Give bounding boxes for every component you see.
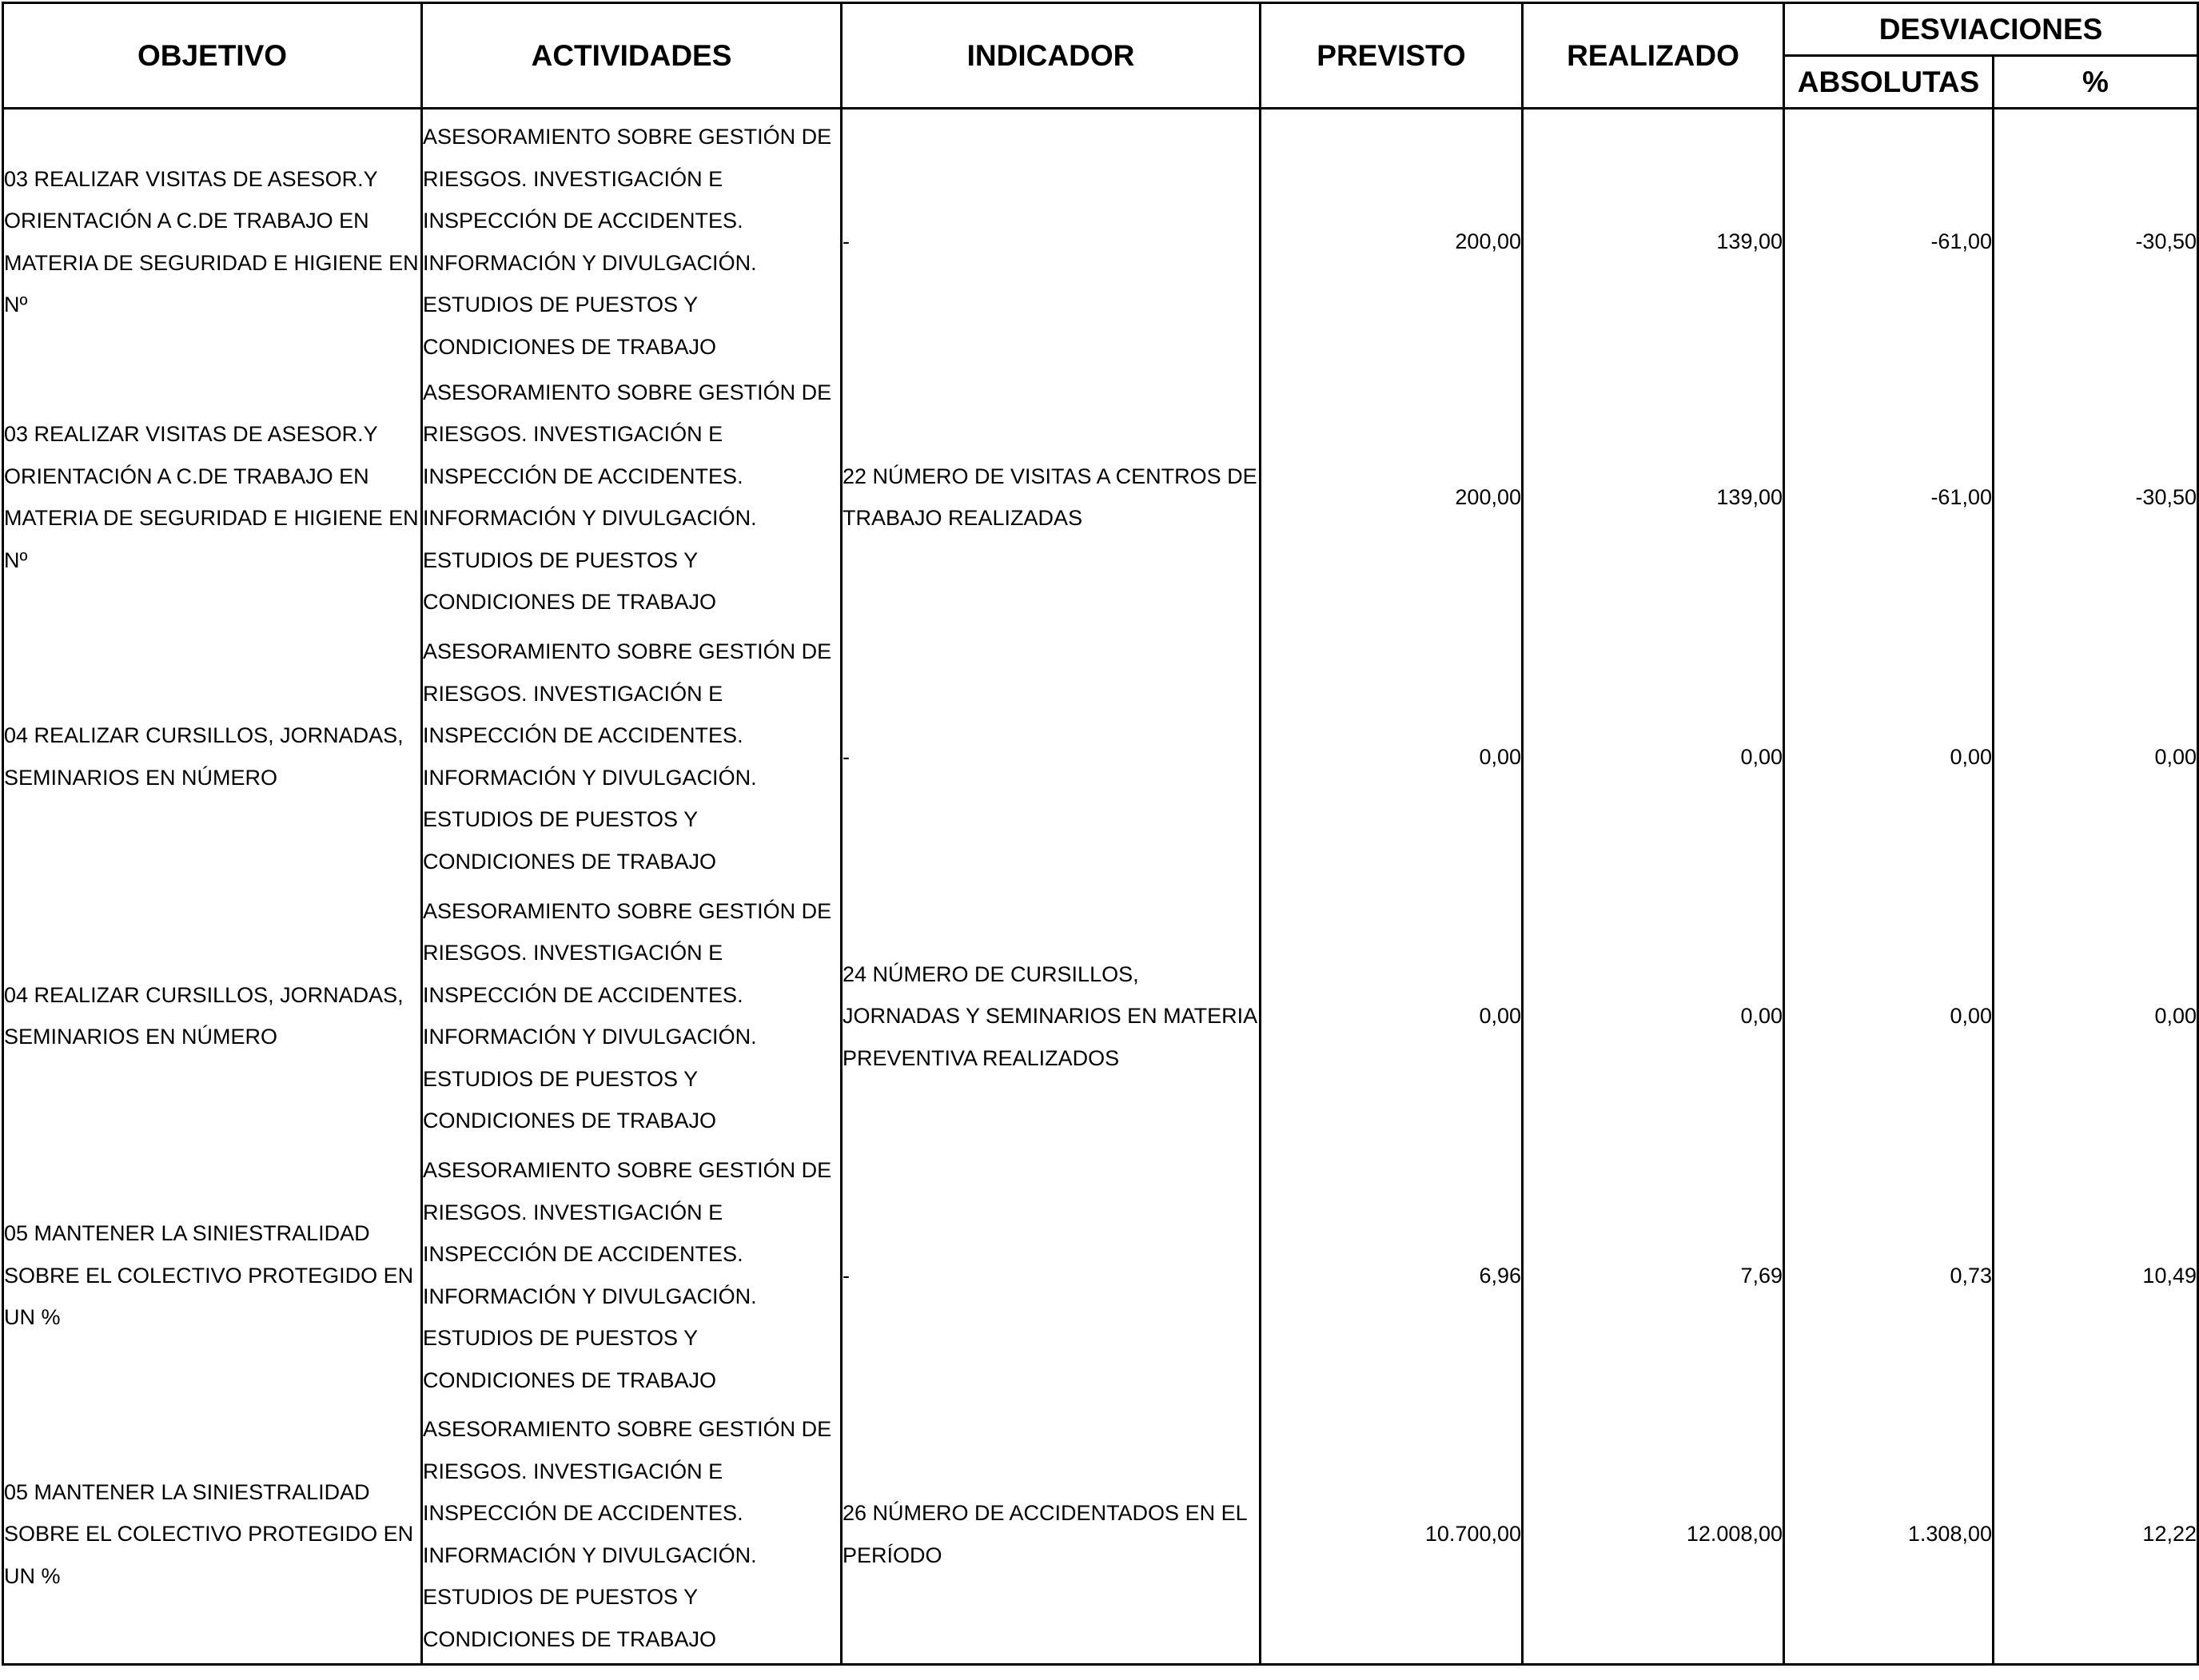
cell-indicador: 26 NÚMERO DE ACCIDENTADOS EN EL PERÍODO xyxy=(842,1405,1261,1665)
cell-porcentaje: 0,00 xyxy=(1994,627,2198,887)
cell-absolutas: 1.308,00 xyxy=(1784,1405,1994,1665)
cell-realizado: 139,00 xyxy=(1523,368,1784,627)
cell-objetivo: 04 REALIZAR CURSILLOS, JORNADAS, SEMINARIOS EN NÚMERO xyxy=(3,886,422,1146)
cell-actividades: ASESORAMIENTO SOBRE GESTIÓN DE RIESGOS. INVESTIGACIÓN E INSPECCIÓN DE ACCIDENTES. INFORMACIÓN Y DIVULGACIÓN. ESTUDIOS DE PUESTOS Y CONDICIONES DE TRABAJO xyxy=(422,368,842,627)
table-row xyxy=(3,886,2198,1146)
header-desviaciones: DESVIACIONES xyxy=(1784,3,2198,56)
cell-actividades: ASESORAMIENTO SOBRE GESTIÓN DE RIESGOS. INVESTIGACIÓN E INSPECCIÓN DE ACCIDENTES. INFORMACIÓN Y DIVULGACIÓN. ESTUDIOS DE PUESTOS Y CONDICIONES DE TRABAJO xyxy=(422,1405,842,1665)
cell-realizado: 7,69 xyxy=(1523,1146,1784,1406)
header-objetivo: OBJETIVO xyxy=(3,3,422,109)
cell-indicador: - xyxy=(842,109,1261,368)
header-realizado: REALIZADO xyxy=(1523,3,1784,109)
cell-indicador: 24 NÚMERO DE CURSILLOS, JORNADAS Y SEMINARIOS EN MATERIA PREVENTIVA REALIZADOS xyxy=(842,886,1261,1146)
table-header xyxy=(3,3,2198,109)
cell-previsto: 0,00 xyxy=(1261,627,1523,887)
cell-actividades: ASESORAMIENTO SOBRE GESTIÓN DE RIESGOS. INVESTIGACIÓN E INSPECCIÓN DE ACCIDENTES. INFORMACIÓN Y DIVULGACIÓN. ESTUDIOS DE PUESTOS Y CONDICIONES DE TRABAJO xyxy=(422,886,842,1146)
cell-absolutas: -61,00 xyxy=(1784,109,1994,368)
cell-previsto: 6,96 xyxy=(1261,1146,1523,1406)
header-porcentaje: % xyxy=(1994,56,2198,109)
cell-realizado: 0,00 xyxy=(1523,886,1784,1146)
cell-previsto: 10.700,00 xyxy=(1261,1405,1523,1665)
cell-porcentaje: 0,00 xyxy=(1994,886,2198,1146)
table-row xyxy=(3,109,2198,368)
cell-porcentaje: -30,50 xyxy=(1994,368,2198,627)
cell-actividades: ASESORAMIENTO SOBRE GESTIÓN DE RIESGOS. INVESTIGACIÓN E INSPECCIÓN DE ACCIDENTES. INFORMACIÓN Y DIVULGACIÓN. ESTUDIOS DE PUESTOS Y CONDICIONES DE TRABAJO xyxy=(422,1146,842,1406)
cell-actividades: ASESORAMIENTO SOBRE GESTIÓN DE RIESGOS. INVESTIGACIÓN E INSPECCIÓN DE ACCIDENTES. INFORMACIÓN Y DIVULGACIÓN. ESTUDIOS DE PUESTOS Y CONDICIONES DE TRABAJO xyxy=(422,627,842,887)
cell-realizado: 0,00 xyxy=(1523,627,1784,887)
cell-objetivo: 04 REALIZAR CURSILLOS, JORNADAS, SEMINARIOS EN NÚMERO xyxy=(3,627,422,887)
cell-realizado: 12.008,00 xyxy=(1523,1405,1784,1665)
cell-porcentaje: 12,22 xyxy=(1994,1405,2198,1665)
cell-objetivo: 05 MANTENER LA SINIESTRALIDAD SOBRE EL COLECTIVO PROTEGIDO EN UN % xyxy=(3,1405,422,1665)
cell-indicador: - xyxy=(842,627,1261,887)
cell-actividades: ASESORAMIENTO SOBRE GESTIÓN DE RIESGOS. INVESTIGACIÓN E INSPECCIÓN DE ACCIDENTES. INFORMACIÓN Y DIVULGACIÓN. ESTUDIOS DE PUESTOS Y CONDICIONES DE TRABAJO xyxy=(422,109,842,368)
cell-porcentaje: 10,49 xyxy=(1994,1146,2198,1406)
header-indicador: INDICADOR xyxy=(842,3,1261,109)
header-actividades: ACTIVIDADES xyxy=(422,3,842,109)
table-row xyxy=(3,368,2198,627)
cell-previsto: 200,00 xyxy=(1261,109,1523,368)
cell-realizado: 139,00 xyxy=(1523,109,1784,368)
cell-indicador: 22 NÚMERO DE VISITAS A CENTROS DE TRABAJO REALIZADAS xyxy=(842,368,1261,627)
table-row xyxy=(3,1146,2198,1406)
table-row xyxy=(3,1405,2198,1665)
cell-porcentaje: -30,50 xyxy=(1994,109,2198,368)
header-previsto: PREVISTO xyxy=(1261,3,1523,109)
cell-absolutas: 0,00 xyxy=(1784,627,1994,887)
cell-objetivo: 03 REALIZAR VISITAS DE ASESOR.Y ORIENTACIÓN A C.DE TRABAJO EN MATERIA DE SEGURIDAD E HIGIENE EN Nº xyxy=(3,368,422,627)
table-row xyxy=(3,627,2198,887)
cell-indicador: - xyxy=(842,1146,1261,1406)
cell-absolutas: 0,00 xyxy=(1784,886,1994,1146)
cell-absolutas: 0,73 xyxy=(1784,1146,1994,1406)
table-body xyxy=(3,109,2198,1665)
header-absolutas: ABSOLUTAS xyxy=(1784,56,1994,109)
cell-objetivo: 05 MANTENER LA SINIESTRALIDAD SOBRE EL COLECTIVO PROTEGIDO EN UN % xyxy=(3,1146,422,1406)
cell-previsto: 0,00 xyxy=(1261,886,1523,1146)
cell-previsto: 200,00 xyxy=(1261,368,1523,627)
cell-absolutas: -61,00 xyxy=(1784,368,1994,627)
cell-objetivo: 03 REALIZAR VISITAS DE ASESOR.Y ORIENTACIÓN A C.DE TRABAJO EN MATERIA DE SEGURIDAD E HIGIENE EN Nº xyxy=(3,109,422,368)
objectives-table xyxy=(2,2,2199,1666)
